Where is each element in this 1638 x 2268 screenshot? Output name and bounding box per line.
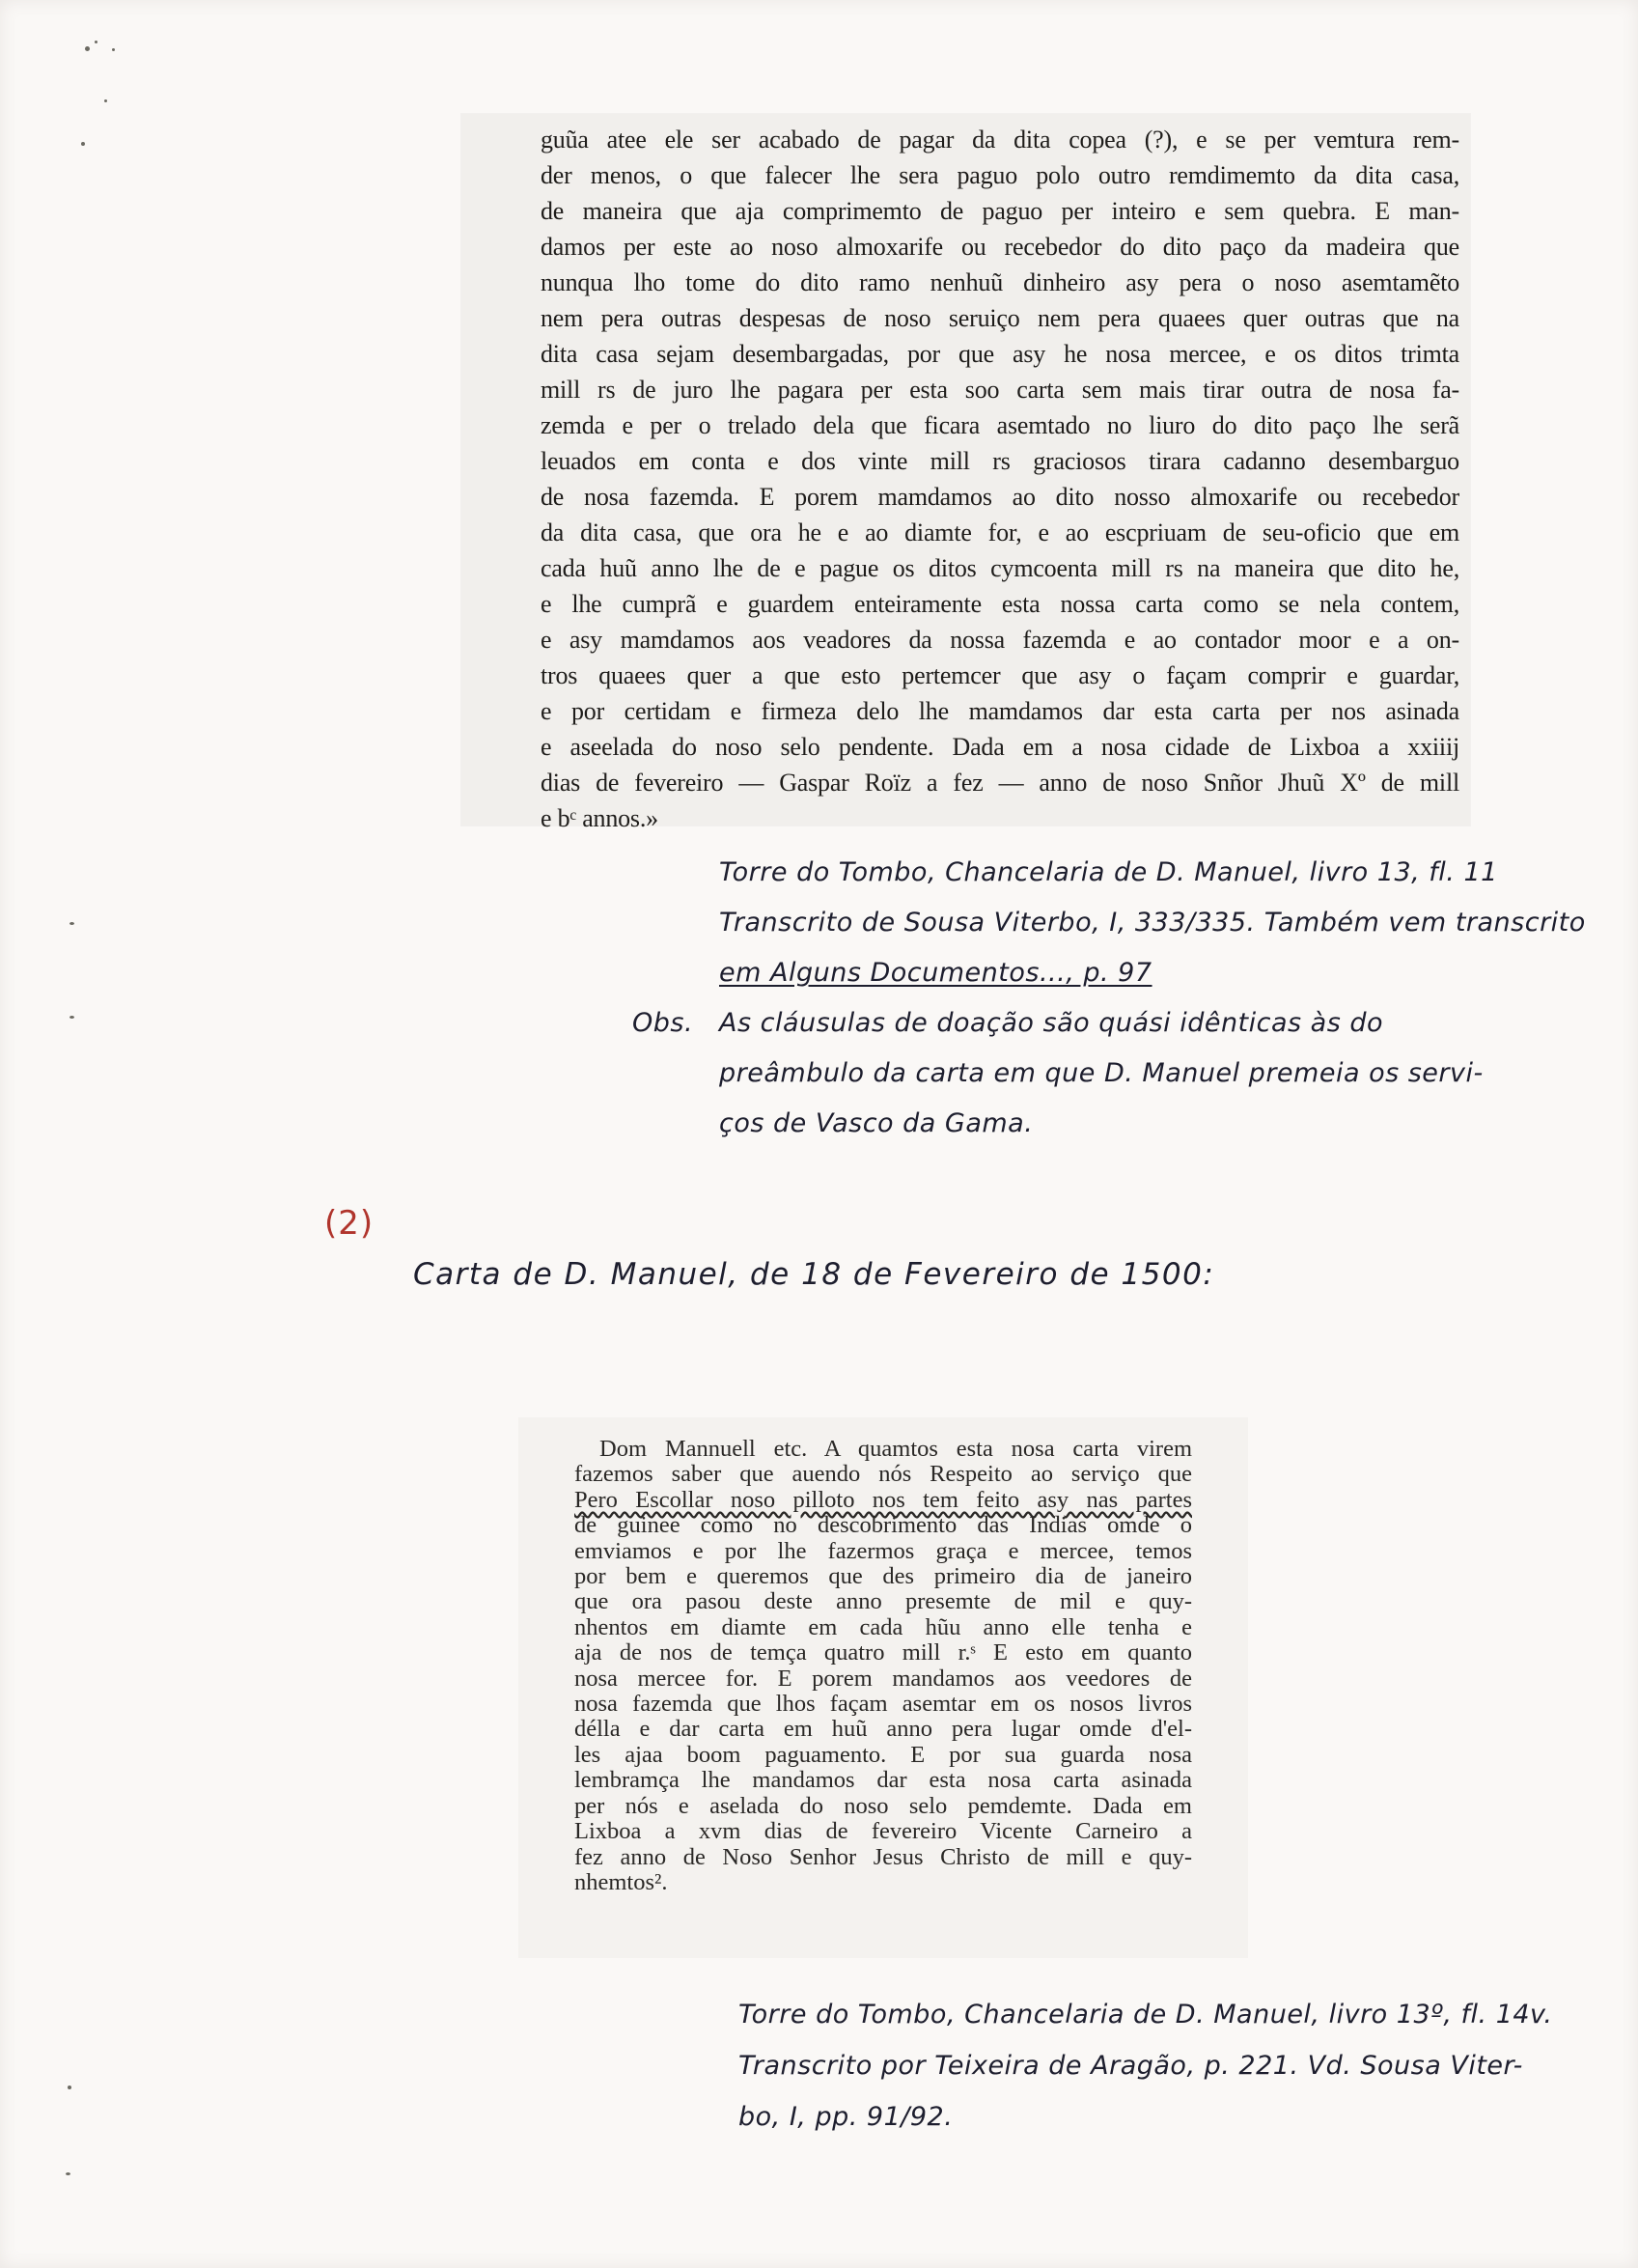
text-line: fez anno de Noso Senhor Jesus Christo de mill e quy- [574,1843,1192,1870]
speck [112,48,115,51]
clipping-1-text [541,122,1459,836]
note-line: Torre do Tombo, Chancelaria de D. Manuel, livro 13º, fl. 14v. [738,2000,1553,2030]
text-line: damos per este ao noso almoxarife ou recebedor do dito paço da madeira que [541,233,1459,261]
text-line: que ora pasou deste anno presemte de mil e quy- [574,1588,1192,1615]
text-line: e asy mamdamos aos veadores da nossa fazemda e ao contador moor e a on- [541,626,1459,654]
text-line: nhemtos². [574,1868,668,1895]
note-line: Transcrito por Teixeira de Aragão, p. 221. Vd. Sousa Viter- [738,2051,1523,2081]
text-line: e lhe cumprã e guardem enteiramente esta nossa carta como se nela contem, [541,590,1459,618]
obs-label: Obs. [632,1008,694,1038]
speck [104,99,107,102]
text-line: e aseelada do noso selo pendente. Dada em a nosa cidade de Lixboa a xxiiij [541,733,1459,761]
printed-clipping-1 [461,114,1470,832]
text-line: per nós e aselada do noso selo pemdemte. Dada em [574,1792,1192,1819]
text-line: zemda e per o trelado dela que ficara asemtado no liuro do dito paço lhe serã [541,411,1459,439]
text-line: guũa atee ele ser acabado de pagar da dita copea (?), e se per vemtura rem- [541,126,1459,154]
text-line: de nosa fazemda. E porem mamdamos ao dito nosso almoxarife ou recebedor [541,483,1459,511]
text-line: da dita casa, que ora he e ao diamte for, e ao escpriuam de seu-oficio que em [541,518,1459,546]
text-line: nem pera outras despesas de noso seruiço nem pera quaees quer outras que na [541,304,1459,332]
text-line: Pero Escollar noso pilloto nos tem feito asy nas partes [574,1486,1192,1513]
note-line: bo, I, pp. 91/92. [738,2102,954,2132]
text-line: por bem e queremos que des primeiro dia de janeiro [574,1563,1192,1590]
note-line: preâmbulo da carta em que D. Manuel premeia os servi- [719,1058,1484,1088]
note-line: ços de Vasco da Gama. [719,1108,1034,1138]
text-line: les ajaa boom paguamento. E por sua guarda nosa [574,1741,1192,1768]
speck [81,142,85,146]
text-line: aja de nos de temça quatro mill r.ˢ E esto em quanto [574,1639,1192,1666]
section-number: (2) [324,1204,375,1243]
text-line: dias de fevereiro — Gaspar Roïz a fez — anno de noso Snñor Jhuũ Xº de mill [541,769,1459,797]
clipping-2-text [574,1437,1192,1895]
speck [69,1016,74,1019]
note-line: em Alguns Documentos..., p. 97 [719,958,1152,988]
handwritten-note-1 [632,848,1588,1149]
text-line: dita casa sejam desembargadas, por que asy he nosa mercee, e os ditos trimta [541,340,1459,368]
text-line: mill rs de juro lhe pagara per esta soo carta sem mais tirar outra de nosa fa- [541,376,1459,404]
text-line: nosa fazemda que lhos façam asemtar em os nosos livros [574,1691,1192,1718]
text-line: leuados em conta e dos vinte mill rs graciosos tirara cadanno desembarguo [541,447,1459,475]
text-line: Dom Mannuell etc. A quamtos esta nosa carta virem [599,1436,1192,1462]
text-line: e bᶜ annos.» [541,804,658,832]
text-line: tros quaees quer a que esto pertemcer que asy o façam comprir e guardar, [541,661,1459,689]
speck [68,2086,71,2089]
text-line: Lixboa a xvm dias de fevereiro Vicente Carneiro a [574,1818,1192,1845]
text-line: fazemos saber que auendo nós Respeito ao serviço que [574,1461,1192,1488]
section-heading: Carta de D. Manuel, de 18 de Fevereiro de 1500: [413,1257,1215,1292]
speck [69,922,74,925]
note-line: Torre do Tombo, Chancelaria de D. Manuel, livro 13, fl. 11 [719,857,1498,887]
speck [95,41,97,43]
text-line: e por certidam e firmeza delo lhe mamdamos dar esta carta per nos asinada [541,697,1459,725]
text-line: nunqua lho tome do dito ramo nenhuũ dinheiro asy pera o noso asemtamẽto [541,268,1459,296]
text-line: emviamos e por lhe fazermos graça e mercee, temos [574,1537,1192,1564]
printed-clipping-2 [518,1417,1248,1958]
note-line: Transcrito de Sousa Viterbo, I, 333/335. Também vem transcrito [719,908,1586,938]
text-line: nosa mercee for. E porem mandamos aos veedores de [574,1665,1192,1692]
text-line: de guinee como no descobrimento das Indias omde o [574,1512,1192,1539]
handwritten-note-2 [738,1989,1607,2142]
text-line: de maneira que aja comprimemto de paguo per inteiro e sem quebra. E man- [541,197,1459,225]
note-line: As cláusulas de doação são quási idênticas às do [719,1008,1384,1038]
text-line: der menos, o que falecer lhe sera paguo polo outro remdimemto da dita casa, [541,161,1459,189]
speck [85,46,90,51]
note-obs-line [632,998,1588,1049]
text-line: nhentos em diamte em cada hũu anno elle tenha e [574,1613,1192,1640]
text-line: cada huũ anno lhe de e pague os ditos cymcoenta mill rs na maneira que dito he, [541,554,1459,582]
text-line: lembramça lhe mandamos dar esta nosa carta asinada [574,1767,1192,1794]
text-line: délla e dar carta em huũ anno pera lugar omde d'el- [574,1716,1192,1743]
speck [66,2172,70,2175]
